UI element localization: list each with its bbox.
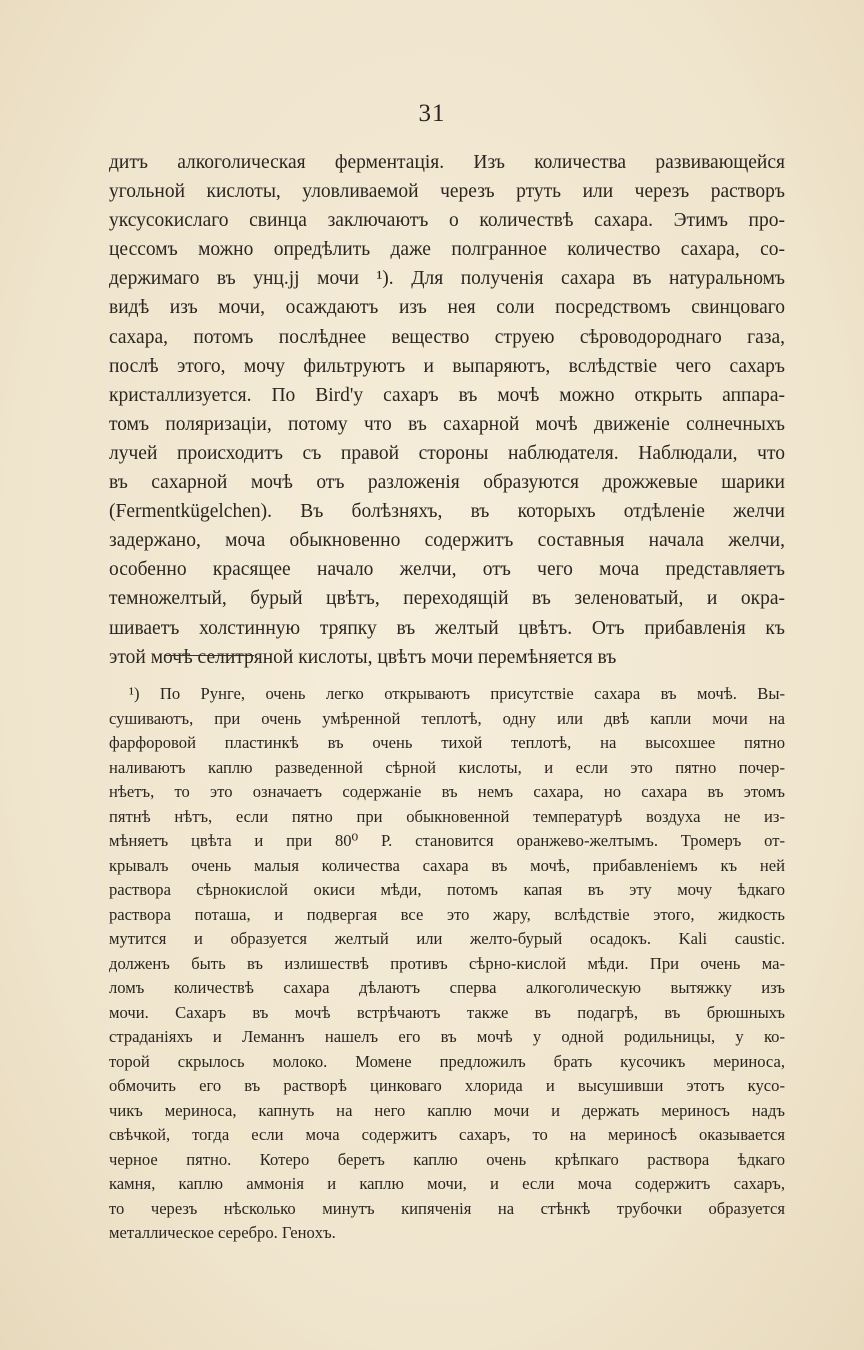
main-text — [109, 148, 785, 672]
footnote-line: наливаютъ каплю разведенной сѣрной кислоты, и если это пятно почер- — [109, 757, 785, 777]
footnote-line: черное пятно. Котеро беретъ каплю очень крѣпкаго раствора ѣдкаго — [109, 1149, 785, 1169]
footnote — [109, 682, 785, 1246]
text-line: кристаллизуется. По Bird'у сахаръ въ мочѣ можно открыть аппара- — [109, 384, 785, 406]
text-line: шиваетъ холстинную тряпку въ желтый цвѣтъ. Отъ прибавленія къ — [109, 617, 785, 639]
footnote-line: то черезъ нѣсколько минутъ кипяченія на стѣнкѣ трубочки образуется — [109, 1198, 785, 1218]
footnote-line: долженъ быть въ излишествѣ противъ сѣрно-кислой мѣди. При очень ма- — [109, 953, 785, 973]
footnote-line: нѣетъ, то это означаетъ содержаніе въ немъ сахара, но сахара въ этомъ — [109, 782, 785, 801]
footnote-line: ломъ количествѣ сахара дѣлаютъ сперва алкоголическую вытяжку изъ — [109, 978, 785, 997]
footnote-line: фарфоровой пластинкѣ въ очень тихой теплотѣ, на высохшее пятно — [109, 733, 785, 752]
footnote-line: камня, каплю аммонія и каплю мочи, и если моча содержитъ сахаръ, — [109, 1174, 785, 1193]
text-line: лучей происходитъ съ правой стороны наблюдателя. Наблюдали, что — [109, 442, 785, 464]
text-line: угольной кислоты, уловливаемой черезъ ртуть или черезъ растворъ — [109, 181, 785, 203]
footnote-line: металлическое серебро. Геноxъ. — [109, 1223, 336, 1242]
text-line: цессомъ можно опредѣлить даже полгранное количество сахара, со- — [109, 239, 785, 261]
footnote-line: чикъ мериноса, капнуть на него каплю мочи и держать мериносъ надъ — [109, 1100, 785, 1120]
text-line: дитъ алкоголическая ферментація. Изъ количества развивающейся — [109, 152, 785, 173]
footnote-line: обмочить его въ растворѣ цинковаго хлорида и высушивши этотъ кусо- — [109, 1076, 785, 1095]
text-line: темножелтый, бурый цвѣтъ, переходящій въ зеленоватый, и окра- — [109, 588, 785, 610]
text-line: видѣ изъ мочи, осаждаютъ изъ нея соли посредствомъ свинцоваго — [109, 297, 785, 319]
footnote-separator — [164, 655, 254, 656]
text-line: томъ поляризаціи, потому что въ сахарной мочѣ движеніе солнечныхъ — [109, 413, 785, 435]
footnote-line: мочи. Сахаръ въ мочѣ встрѣчаютъ также въ подагрѣ, въ брюшныхъ — [109, 1002, 785, 1022]
footnote-line: крывалъ очень малыя количества сахара въ мочѣ, прибавленіемъ къ ней — [109, 855, 785, 875]
footnote-line: торой скрылось молоко. Момене предложилъ брать кусочикъ мериноса, — [109, 1051, 785, 1071]
text-line: послѣ этого, мочу фильтруютъ и выпаряютъ, вслѣдствіе чего сахаръ — [109, 355, 785, 377]
text-line: въ сахарной мочѣ отъ разложенія образуются дрожжевые шарики — [109, 472, 785, 494]
footnote-line: раствора поташа, и подвергая все это жару, вслѣдствіе этого, жидкость — [109, 904, 785, 924]
footnote-line: мутится и образуется желтый или желто-бурый осадокъ. Kali caustic. — [109, 929, 785, 948]
text-line: задержано, моча обыкновенно содержитъ составныя начала желчи, — [109, 530, 785, 552]
footnote-line: мѣняетъ цвѣта и при 80⁰ Р. становится оранжево-желтымъ. Тромеръ от- — [109, 831, 785, 850]
text-line: особенно красящее начало желчи, отъ чего моча представляетъ — [109, 559, 785, 581]
footnote-line: свѣчкой, тогда если моча содержитъ сахаръ, то на мериносѣ оказывается — [109, 1125, 785, 1144]
text-line: сахара, потомъ послѣднее вещество струею сѣроводороднаго газа, — [109, 326, 785, 348]
page-number: 31 — [418, 100, 446, 127]
text-line: уксусокислаго свинца заключаютъ о количествѣ сахара. Этимъ про- — [109, 210, 785, 232]
text-line: этой мочѣ селитряной кислоты, цвѣтъ мочи перемѣняется въ — [109, 646, 617, 668]
footnote-line: сушиваютъ, при очень умѣренной теплотѣ, одну или двѣ капли мочи на — [109, 708, 785, 728]
text-line: (Fermentkügelchen). Въ болѣзняхъ, въ которыхъ отдѣленіе желчи — [109, 501, 785, 523]
footnote-line: раствора сѣрнокислой окиси мѣди, потомъ капая въ эту мочу ѣдкаго — [109, 880, 785, 899]
text-line: держимаго въ унц.јј мочи ¹). Для полученія сахара въ натуральномъ — [109, 268, 785, 290]
footnote-line: страданіяхъ и Леманнъ нашелъ его въ мочѣ у одной родильницы, у ко- — [109, 1027, 785, 1046]
footnote-line: пятнѣ нѣтъ, если пятно при обыкновенной температурѣ воздуха не из- — [109, 806, 785, 826]
footnote-line: ¹) По Рунге, очень легко открываютъ присутствіе сахара въ мочѣ. Вы- — [129, 684, 785, 703]
